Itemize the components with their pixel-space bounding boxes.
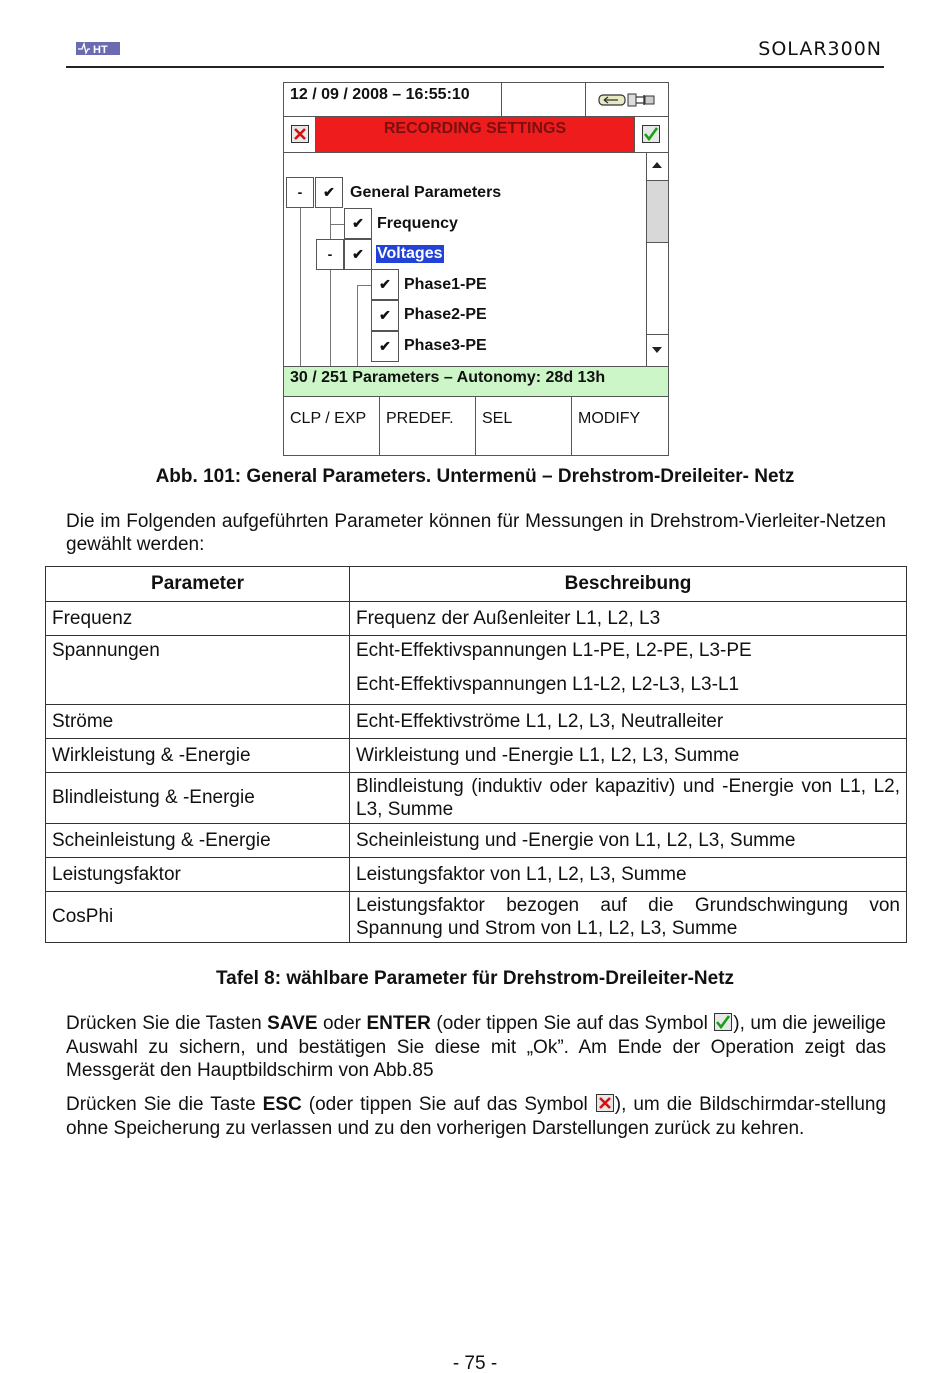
text-run: oder	[317, 1013, 367, 1034]
text-run: Drücken Sie die Tasten	[66, 1013, 268, 1034]
recording-settings-title: RECORDING SETTINGS	[316, 117, 634, 152]
tree-item-phase3-pe[interactable]: Phase3-PE	[404, 337, 487, 354]
param-cell: Spannungen	[46, 636, 350, 705]
desc-line: Echt-Effektivspannungen L1-PE, L2-PE, L3-PE	[356, 640, 752, 661]
text-run: (oder tippen Sie auf das Symbol	[301, 1094, 595, 1115]
desc-cell: Leistungsfaktor von L1, L2, L3, Summe	[350, 858, 907, 892]
table-header-row	[46, 567, 907, 602]
table-row	[46, 602, 907, 636]
table-caption: Tafel 8: wählbare Parameter für Drehstrom-Dreileiter-Netz	[215, 968, 735, 989]
tree-connector	[357, 285, 371, 286]
desc-cell: Echt-Effektivströme L1, L2, L3, Neutralleiter	[350, 705, 907, 739]
param-cell: CosPhi	[46, 892, 350, 943]
save-key: SAVE	[267, 1013, 318, 1034]
param-cell: Scheinleistung & -Energie	[46, 824, 350, 858]
scroll-thumb[interactable]	[647, 181, 668, 243]
enter-key: ENTER	[366, 1013, 431, 1034]
table-row	[46, 892, 907, 943]
checkbox-phase2[interactable]: ✔	[371, 300, 399, 331]
collapse-toggle[interactable]: -	[286, 177, 314, 208]
desc-line: Echt-Effektivspannungen L1-L2, L2-L3, L3-L1	[356, 674, 740, 695]
table-row	[46, 705, 907, 739]
tree-item-phase1-pe[interactable]: Phase1-PE	[404, 276, 487, 293]
text-run: ), um die Bildschirmdar-stellung ohne Speicherung zu verlassen und zu den vorherigen Darstellungen zurück zu kehren.	[66, 1094, 887, 1139]
tree-connector	[330, 193, 331, 366]
figure-caption: Abb. 101: General Parameters. Untermenü – Drehstrom-Dreileiter- Netz	[155, 466, 795, 487]
scroll-up-icon[interactable]	[647, 153, 668, 181]
desc-cell: Blindleistung (induktiv oder kapazitiv) und -Energie von L1, L2, L3, Summe	[350, 773, 907, 824]
esc-key: ESC	[262, 1094, 302, 1115]
confirm-icon	[714, 1013, 732, 1031]
table-row	[46, 636, 907, 705]
save-instructions	[66, 1012, 886, 1083]
collapse-toggle[interactable]: -	[316, 239, 344, 270]
table-row	[46, 858, 907, 892]
param-cell: Leistungsfaktor	[46, 858, 350, 892]
checkbox-frequency[interactable]: ✔	[344, 208, 372, 239]
confirm-icon[interactable]	[634, 117, 668, 152]
escape-instructions	[66, 1093, 886, 1140]
cancel-icon	[596, 1094, 614, 1112]
desc-cell: Wirkleistung und -Energie L1, L2, L3, Summe	[350, 739, 907, 773]
tree-item-voltages[interactable]: Voltages	[377, 245, 443, 262]
softkey-clp-exp[interactable]: CLP / EXP	[284, 397, 380, 455]
column-header: Parameter	[46, 567, 350, 602]
checkbox-phase3[interactable]: ✔	[371, 331, 399, 362]
device-top-blank	[502, 83, 586, 117]
table-row	[46, 773, 907, 824]
intro-paragraph: Die im Folgenden aufgeführten Parameter können für Messungen in Drehstrom-Vierleiter-Netzen gewählt werden:	[66, 511, 886, 555]
tree-item-frequency[interactable]: Frequency	[377, 215, 458, 232]
parameter-table	[45, 566, 907, 943]
table-row	[46, 739, 907, 773]
param-cell: Ströme	[46, 705, 350, 739]
page-number: - 75 -	[452, 1353, 498, 1373]
scrollbar[interactable]	[646, 153, 668, 366]
text-run: Drücken Sie die Taste	[66, 1094, 263, 1115]
softkey-modify[interactable]: MODIFY	[578, 410, 641, 427]
column-header: Beschreibung	[350, 567, 907, 602]
desc-cell	[350, 636, 907, 705]
ht-logo	[76, 40, 120, 57]
cancel-icon[interactable]	[284, 117, 316, 152]
table-row	[46, 824, 907, 858]
checkbox-general-parameters[interactable]: ✔	[315, 177, 343, 208]
text-run: (oder tippen Sie auf das Symbol	[430, 1013, 714, 1034]
manual-title: SOLAR300N	[758, 38, 882, 60]
text-run: ), um die jeweilige Auswahl zu sichern, und bestätigen Sie diese mit „Ok”. Am Ende der Operation zeigt das Messgerät den Hauptbildschirm von Abb.85	[66, 1013, 886, 1081]
param-cell: Frequenz	[46, 602, 350, 636]
desc-cell: Frequenz der Außenleiter L1, L2, L3	[350, 602, 907, 636]
param-cell: Blindleistung & -Energie	[46, 773, 350, 824]
checkbox-voltages[interactable]: ✔	[344, 239, 372, 270]
desc-cell: Leistungsfaktor bezogen auf die Grundschwingung von Spannung und Strom von L1, L2, L3, Summe	[350, 892, 907, 943]
tree-item-phase2-pe[interactable]: Phase2-PE	[404, 306, 487, 323]
param-cell: Wirkleistung & -Energie	[46, 739, 350, 773]
checkbox-phase1[interactable]: ✔	[371, 269, 399, 300]
tree-connector	[330, 224, 344, 225]
svg-text:HT: HT	[93, 44, 108, 56]
softkey-bar	[284, 397, 668, 455]
softkey-predef[interactable]: PREDEF.	[380, 397, 476, 455]
tree-connector	[357, 285, 358, 366]
parameter-tree	[284, 153, 646, 366]
softkey-sel[interactable]: SEL	[476, 397, 572, 455]
device-title-bar	[284, 117, 668, 153]
desc-cell: Scheinleistung und -Energie von L1, L2, L3, Summe	[350, 824, 907, 858]
tree-item-general-parameters[interactable]: General Parameters	[350, 184, 502, 201]
header-rule	[66, 66, 884, 68]
device-datetime: 12 / 09 / 2008 – 16:55:10	[284, 83, 502, 117]
tree-connector	[300, 193, 301, 366]
device-status-bar: 30 / 251 Parameters – Autonomy: 28d 13h	[284, 366, 668, 397]
device-screen	[283, 82, 669, 456]
connection-icon	[586, 83, 668, 117]
scroll-down-icon[interactable]	[647, 334, 668, 366]
